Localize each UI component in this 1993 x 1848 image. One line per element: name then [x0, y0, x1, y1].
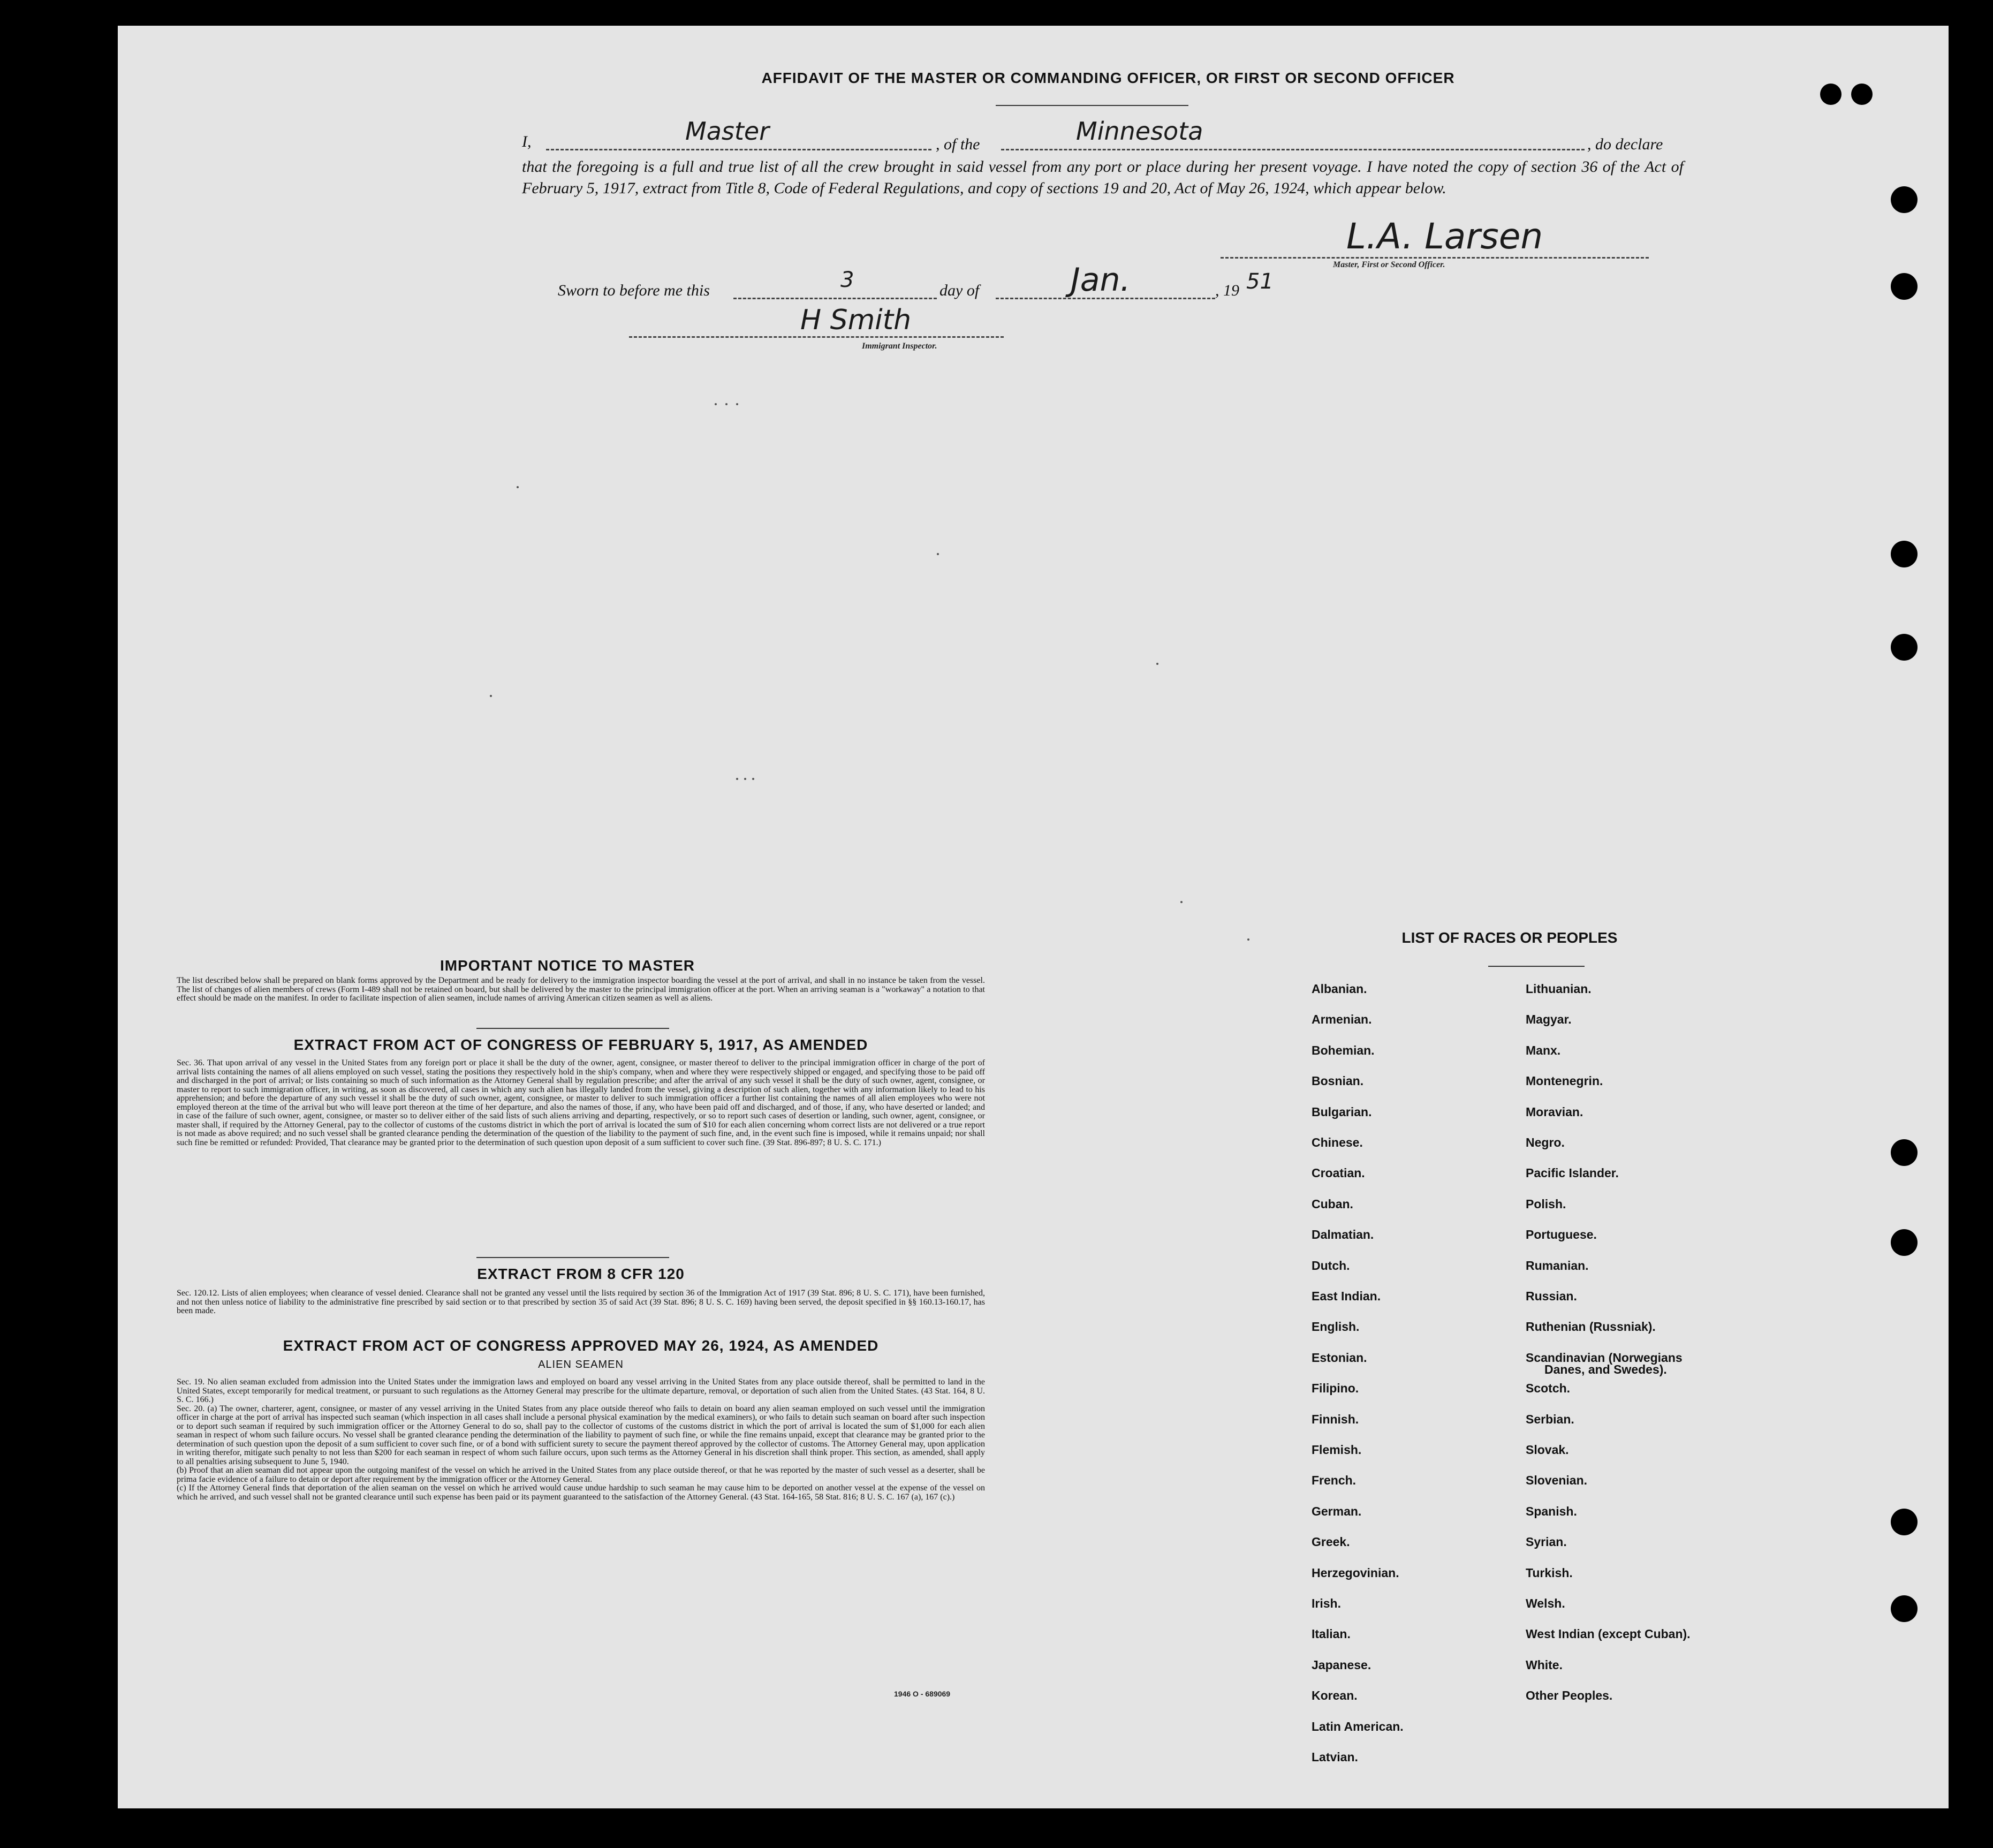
race-item: Armenian.	[1312, 1012, 1372, 1027]
race-item: Bulgarian.	[1312, 1104, 1372, 1119]
signature-line	[1221, 257, 1649, 259]
title-divider	[996, 105, 1188, 106]
officer-blank	[546, 149, 931, 150]
vessel-blank	[1001, 149, 1585, 150]
filled-year: 51	[1246, 269, 1274, 294]
race-item: Welsh.	[1526, 1596, 1565, 1610]
inspector-line	[629, 336, 1004, 338]
race-item: Italian.	[1312, 1627, 1351, 1641]
inspector-caption: Immigrant Inspector.	[862, 342, 937, 351]
race-item: Montenegrin.	[1526, 1074, 1603, 1088]
extract-cfr-text: Sec. 120.12. Lists of alien employees; when clearance of vessel denied. Clearance shall not be granted any vessel until the lists required by section 36 of the Immigration Act of 1917 (39 Stat. 896; 8 U. S. C. 171), have been furnished, and not then unless notice of liability to the administrative fine prescribed by said section or to that prescribed by section 35 of said Act (39 Stat. 896; 8 U. S. C. 169) having been served, the deposit specified in §§ 160.13-160.17, has been made.	[177, 1289, 985, 1315]
race-item: Greek.	[1312, 1535, 1350, 1549]
affidavit-declare: , do declare	[1587, 135, 1663, 153]
punch-hole	[1891, 1139, 1918, 1166]
punch-hole	[1820, 84, 1842, 105]
day-of: day of	[939, 282, 980, 299]
race-item: Syrian.	[1526, 1535, 1567, 1549]
race-item: Japanese.	[1312, 1657, 1371, 1672]
race-item: Slovak.	[1526, 1443, 1569, 1457]
race-item: Russian.	[1526, 1289, 1577, 1303]
affidavit-i: I,	[522, 133, 532, 150]
race-item: Irish.	[1312, 1596, 1341, 1610]
race-item: Korean.	[1312, 1688, 1358, 1703]
race-item: White.	[1526, 1657, 1563, 1672]
punch-hole	[1891, 1509, 1918, 1535]
race-item: Turkish.	[1526, 1565, 1573, 1580]
punch-hole	[1891, 273, 1918, 300]
affidavit-body: that the foregoing is a full and true list of all the crew brought in said vessel from any port or place during her present voyage. I have noted the copy of section 36 of the Act of February 5, 1917, extract from Title 8, Code of Federal Regulations, and copy of sections 19 and 20, Act of May 26, 1924, which appear below.	[522, 158, 1684, 197]
punch-hole	[1891, 541, 1918, 567]
notice-title: IMPORTANT NOTICE TO MASTER	[439, 957, 695, 974]
race-item: Lithuanian.	[1526, 982, 1592, 996]
extract-1924-title: EXTRACT FROM ACT OF CONGRESS APPROVED MAY 26, 1924, AS AMENDED	[283, 1337, 879, 1354]
races-title: LIST OF RACES OR PEOPLES	[1401, 929, 1618, 946]
affidavit-title: AFFIDAVIT OF THE MASTER OR COMMANDING OFFICER, OR FIRST OR SECOND OFFICER	[761, 70, 1455, 86]
race-item: Latin American.	[1312, 1719, 1404, 1733]
race-item: Scandinavian (Norwegians	[1526, 1350, 1683, 1365]
race-item: Serbian.	[1526, 1412, 1574, 1426]
race-item: West Indian (except Cuban).	[1526, 1627, 1691, 1641]
filled-vessel: Minnesota	[1076, 117, 1203, 146]
extract-1924-subtitle: ALIEN SEAMEN	[538, 1359, 624, 1370]
race-item: Chinese.	[1312, 1135, 1363, 1149]
punch-hole	[1891, 634, 1918, 661]
race-item: Ruthenian (Russniak).	[1526, 1320, 1656, 1334]
extract-1924-text: Sec. 19. No alien seaman excluded from admission into the United States under the immigration laws and employed on board any vessel arriving in the United States from any place outside thereof, shall be permitted to land in the United States, except temporarily for medical treatment, or pursuant to such regulations as the Attorney General may prescribe for the ultimate departure, removal, or deportation of such alien from the United States. (43 Stat. 164, 8 U. S. C. 166.) Sec. 20. (a) The owner, charterer, agent, consignee, or master of any vessel arriving in the United States from any place outside thereof who fails to detain on board any alien seaman employed on such vessel until the immigration officer in charge at the port of arrival has inspected such seaman (which inspection in all cases shall include a personal physical examination by the medical examiners), or who fails to detain such seaman on board after such inspection or to deport such seaman if required by such immigration officer or the Attorney General to do so, shall pay to the collector of customs of the customs district in which the port of arrival is located the sum of $1,000 for each alien seaman in respect of whom such failure occurs. No vessel shall be granted clearance pending the determination of the liability to payment of such fine, or while the fine remains unpaid, except that clearance may be granted prior to the determination of such question upon the deposit of a sum sufficient to cover such fine, or of a bond with sufficient surety to secure the payment thereof approved by the collector of customs. The Attorney General may, upon application in writing therefor, mitigate such penalty to not less than $200 for each seaman in respect of whom such failure occurs, upon such terms as the Attorney General in his discretion shall think proper. This section, as amended, shall apply to all penalties arising subsequent to June 5, 1940. (b) Proof that an alien seaman did not appear upon the outgoing manifest of the vessel on which he arrived in the United States from any place outside thereof, or that he was reported by the master of such vessel as a deserter, shall be prima facie evidence of a failure to detain or deport after requirement by the immigration officer or the Attorney General. (c) If the Attorney General finds that deportation of the alien seaman on the vessel on which he arrived would cause undue hardship to such seaman he may cause him to be deported on another vessel at the expense of the vessel on which he arrived, and such vessel shall not be granted clearance until such expense has been paid or its payment guaranteed to the satisfaction of the Attorney General. (43 Stat. 164-165, 58 Stat. 816; 8 U. S. C. 167 (a), 167 (c).)	[177, 1377, 985, 1502]
inspector-signature: H Smith	[800, 304, 912, 336]
race-item: Dutch.	[1312, 1258, 1350, 1273]
race-item: East Indian.	[1312, 1289, 1381, 1303]
punch-hole	[1891, 186, 1918, 213]
master-signature: L.A. Larsen	[1346, 216, 1543, 257]
race-item: Spanish.	[1526, 1504, 1577, 1518]
race-item: Estonian.	[1312, 1350, 1367, 1365]
race-item: German.	[1312, 1504, 1362, 1518]
race-item: Other Peoples.	[1526, 1688, 1613, 1703]
document-page	[118, 26, 1949, 1808]
race-item: Croatian.	[1312, 1166, 1365, 1180]
race-item: French.	[1312, 1473, 1357, 1488]
footer-code: 1946 O - 689069	[894, 1690, 951, 1698]
race-item: Finnish.	[1312, 1412, 1359, 1426]
affidavit-of-the: , of the	[936, 135, 980, 153]
race-item: Magyar.	[1526, 1012, 1572, 1027]
race-item: Polish.	[1526, 1196, 1566, 1211]
races-divider	[1488, 966, 1585, 967]
filled-month: Jan.	[1071, 261, 1131, 299]
race-item: Moravian.	[1526, 1104, 1583, 1119]
race-item: Dalmatian.	[1312, 1228, 1374, 1242]
cfr-divider	[476, 1257, 669, 1258]
signature-caption: Master, First or Second Officer.	[1333, 260, 1445, 269]
year-prefix: , 19	[1215, 282, 1239, 299]
race-item: Manx.	[1526, 1043, 1561, 1057]
race-item: Cuban.	[1312, 1196, 1353, 1211]
race-item: Negro.	[1526, 1135, 1565, 1149]
race-item: Pacific Islander.	[1526, 1166, 1619, 1180]
race-item: Filipino.	[1312, 1381, 1359, 1396]
race-item: English.	[1312, 1320, 1360, 1334]
day-blank	[733, 298, 937, 299]
race-item: Scotch.	[1526, 1381, 1571, 1396]
race-item: Rumanian.	[1526, 1258, 1589, 1273]
race-item: Danes, and Swedes).	[1544, 1362, 1667, 1376]
race-item: Bohemian.	[1312, 1043, 1375, 1057]
sworn-text: Sworn to before me this	[558, 282, 710, 299]
race-item: Slovenian.	[1526, 1473, 1588, 1488]
extract-cfr-title: EXTRACT FROM 8 CFR 120	[477, 1266, 685, 1282]
race-item: Herzegovinian.	[1312, 1565, 1399, 1580]
notice-text: The list described below shall be prepared on blank forms approved by the Department and be ready for delivery to the immigration inspector boarding the vessel at the port of arrival, and shall in no instance be taken from the vessel. The list of changes of alien members of crews (Form I-489 shall not be retained on board, but shall be delivered by the master to the principal immigration officer at the port. When an arriving seaman is a "workaway" a notation to that effect should be made on the manifest. In order to facilitate inspection of alien seamen, include names of arriving American citizen seamen as well as aliens.	[177, 976, 985, 1003]
punch-hole	[1891, 1229, 1918, 1256]
race-item: Portuguese.	[1526, 1228, 1597, 1242]
race-item: Albanian.	[1312, 982, 1367, 996]
extract-1917-text: Sec. 36. That upon arrival of any vessel in the United States from any foreign port or place it shall be the duty of the owner, agent, consignee, or master thereof to deliver to the principal immigration officer in charge of the port of arrival lists containing the names of all aliens employed on such vessel, stating the positions they respectively hold in the ship's company, when and where they were respectively shipped or engaged, and specifying those to be paid off and discharged in the port of arrival; or lists containing so much of such information as the Attorney General shall by regulation prescribe; and after the arrival of any such vessel it shall be the duty of such owner, agent, consignee, or master to report to such immigration officer, in writing, as soon as discovered, all cases in which any such alien has illegally landed from the vessel, giving a description of such alien, together with any information likely to lead to his apprehension; and before the departure of any such vessel it shall be the duty of such owner, agent, consignee, or master to deliver to such immigration officer a further list containing the names of all alien employees who were not employed thereon at the time of the arrival but who will leave port thereon at the time of her departure, and also the names of those, if any, who have been paid off and discharged, and of those, if any, who have deserted or landed; and in case of the failure of such owner, agent, consignee, or master so to deliver either of the said lists of such aliens arriving and departing, respectively, or so to report such cases of desertion or landing, such owner, agent, consignee, or master shall, if required by the Attorney General, pay to the collector of customs of the customs district in which the port of arrival is located the sum of $10 for each alien concerning whom correct lists are not delivered or a true report is not made as above required; and no such vessel shall be granted clearance pending the determination of the question of the liability to the payment of such fine, and, in the event such fine is imposed, while it remains unpaid; nor shall such fine be remitted or refunded: Provided, That clearance may be granted prior to the determination of such question upon deposit of a sum sufficient to cover such fine. (39 Stat. 896-897; 8 U. S. C. 171.)	[177, 1058, 985, 1147]
filled-day: 3	[840, 268, 854, 292]
race-item: Latvian.	[1312, 1750, 1358, 1764]
filled-officer: Master	[685, 117, 770, 146]
extract-1917-title: EXTRACT FROM ACT OF CONGRESS OF FEBRUARY 5, 1917, AS AMENDED	[293, 1036, 868, 1053]
race-item: Flemish.	[1312, 1443, 1362, 1457]
punch-hole	[1891, 1595, 1918, 1622]
race-item: Bosnian.	[1312, 1074, 1364, 1088]
punch-hole	[1851, 84, 1873, 105]
notice-divider	[476, 1028, 669, 1029]
